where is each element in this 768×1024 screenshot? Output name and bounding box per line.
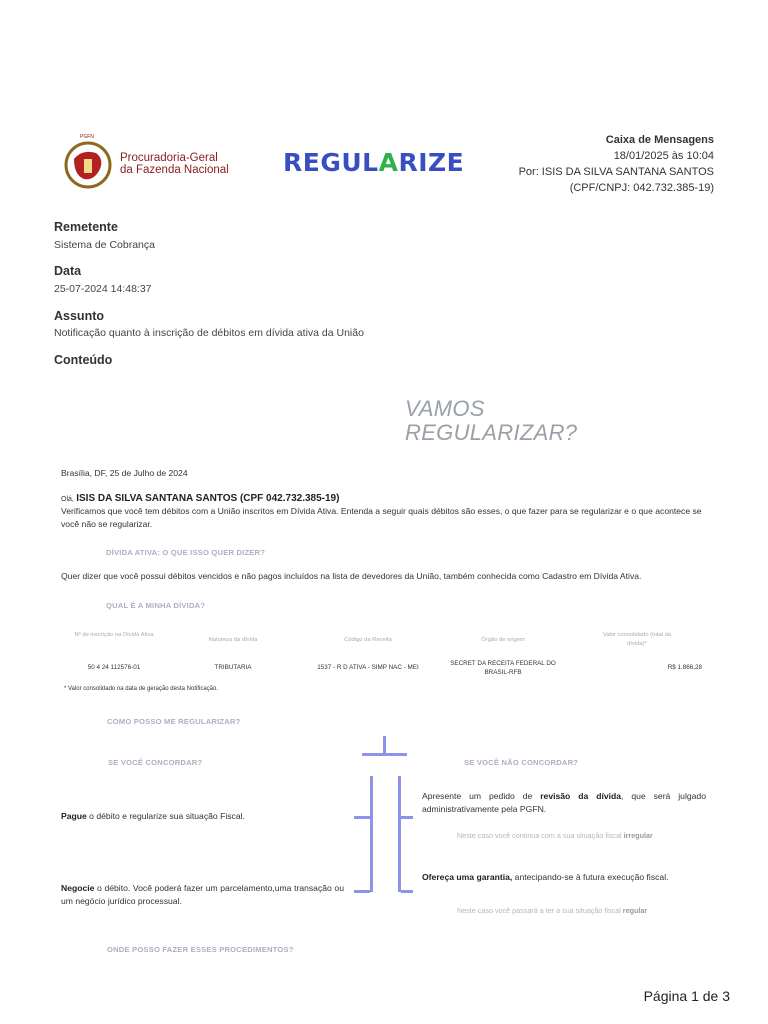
intro-text: Verificamos que você tem débitos com a União inscritos em Dívida Ativa. Entenda a seguir quais débitos são esses, o que fazer para se regularizar e o que acontece se você não se regularizar. <box>61 506 702 529</box>
regularize-logo-mark: A <box>378 148 399 177</box>
table-header: Órgão de origem <box>481 637 525 643</box>
regular-note <box>457 906 647 915</box>
review-prefix: Apresente um pedido de <box>422 791 541 801</box>
pgfn-name-line1: Procuradoria-Geral <box>120 152 218 164</box>
place-date: Brasília, DF, 25 de Julho de 2024 <box>61 468 188 478</box>
table-header: Nº de inscrição na Dívida Ativa <box>74 632 154 638</box>
negotiate-text: o débito. Você poderá fazer um parcelamento,uma transação ou um negócio jurídico processual. <box>61 883 344 906</box>
review-suffix: , que será julgado administrativamente pela PGFN. <box>422 791 706 814</box>
page-indicator: Página 1 de 3 <box>643 988 730 1004</box>
sender-value: Sistema de Cobrança <box>54 239 155 251</box>
inbox-by: Por: ISIS DA SILVA SANTANA SANTOS <box>518 166 714 178</box>
greeting-prefix: Olá, <box>61 496 74 503</box>
pay-bold: Pague <box>61 811 87 821</box>
subject-label: Assunto <box>54 309 104 323</box>
inbox-info <box>519 132 714 196</box>
date-label: Data <box>54 264 82 278</box>
pgfn-name-line2: da Fazenda Nacional <box>120 164 229 176</box>
section-regularizar-title: COMO POSSO ME REGULARIZAR? <box>107 717 241 726</box>
regularize-logo-left: REGUL <box>283 148 379 177</box>
table-header: Natureza da dívida <box>208 637 258 643</box>
section-divida-text: Quer dizer que você possui débitos vencidos e não pagos incluídos na lista de devedores da União, também conhecida como Cadastro em Dívida Ativa. <box>61 571 642 581</box>
table-cell: 50 4 24 112576-01 <box>87 664 141 671</box>
section-minha-divida-title: QUAL É A MINHA DÍVIDA? <box>106 601 206 610</box>
content-label: Conteúdo <box>54 353 113 367</box>
regular-bold: regular <box>622 906 648 915</box>
guarantee-bold: Ofereça uma garantia, <box>422 872 513 882</box>
irregular-bold: irregular <box>623 831 653 840</box>
table-cell: SECRET DA RECEITA FEDERAL DO BRASIL-RFB <box>450 660 556 676</box>
section-procedimentos-title: ONDE POSSO FAZER ESSES PROCEDIMENTOS? <box>107 945 294 954</box>
review-option <box>422 790 706 816</box>
table-cell: 1537 - R D ATIVA - SIMP NAC - MEI <box>317 664 419 671</box>
greeting <box>61 492 339 506</box>
disagree-title: SE VOCÊ NÃO CONCORDAR? <box>464 758 579 767</box>
pay-option <box>61 810 351 823</box>
irregular-note-text: Neste caso você continua com a sua situação fiscal <box>457 831 624 840</box>
table-header: Código da Receita <box>344 637 392 643</box>
irregular-note <box>457 831 653 840</box>
table-header: Valor consolidado (total da dívida)* <box>602 632 672 647</box>
greeting-name: ISIS DA SILVA SANTANA SANTOS (CPF 042.732.385-19) <box>76 493 340 504</box>
sender-label: Remetente <box>54 220 118 234</box>
guarantee-text: antecipando-se à futura execução fiscal. <box>512 872 669 882</box>
negotiate-option <box>61 882 344 908</box>
banner-title <box>405 397 577 445</box>
pgfn-logo-label: PGFN <box>80 134 94 140</box>
pgfn-emblem-icon <box>62 137 118 193</box>
inbox-doc: (CPF/CNPJ: 042.732.385-19) <box>569 182 714 194</box>
inbox-title: Caixa de Mensagens <box>605 134 714 146</box>
regularize-logo-right: RIZE <box>398 148 465 177</box>
section-divida-title: DÍVIDA ATIVA: O QUE ISSO QUER DIZER? <box>106 548 266 557</box>
subject-value: Notificação quanto à inscrição de débitos em dívida ativa da União <box>54 327 364 339</box>
date-value: 25-07-2024 14:48:37 <box>54 283 152 295</box>
banner-line2: REGULARIZAR? <box>405 420 578 445</box>
regular-note-text: Neste caso você passará a ter a sua situação fiscal <box>457 906 623 915</box>
pgfn-name <box>120 152 229 176</box>
pay-text: o débito e regularize sua situação Fiscal. <box>86 811 245 821</box>
negotiate-bold: Negocie <box>61 883 95 893</box>
table-footnote: * Valor consolidado na data de geração desta Notificação. <box>64 686 218 692</box>
banner-line1: VAMOS <box>405 396 485 421</box>
inbox-datetime: 18/01/2025 às 10:04 <box>613 150 714 162</box>
guarantee-option <box>422 871 712 884</box>
table-cell: TRIBUTARIA <box>214 664 252 671</box>
agree-title: SE VOCÊ CONCORDAR? <box>108 758 203 767</box>
table-cell: R$ 1.866,28 <box>667 664 702 671</box>
regularize-logo <box>283 148 464 177</box>
review-bold: revisão da dívida <box>540 791 622 801</box>
